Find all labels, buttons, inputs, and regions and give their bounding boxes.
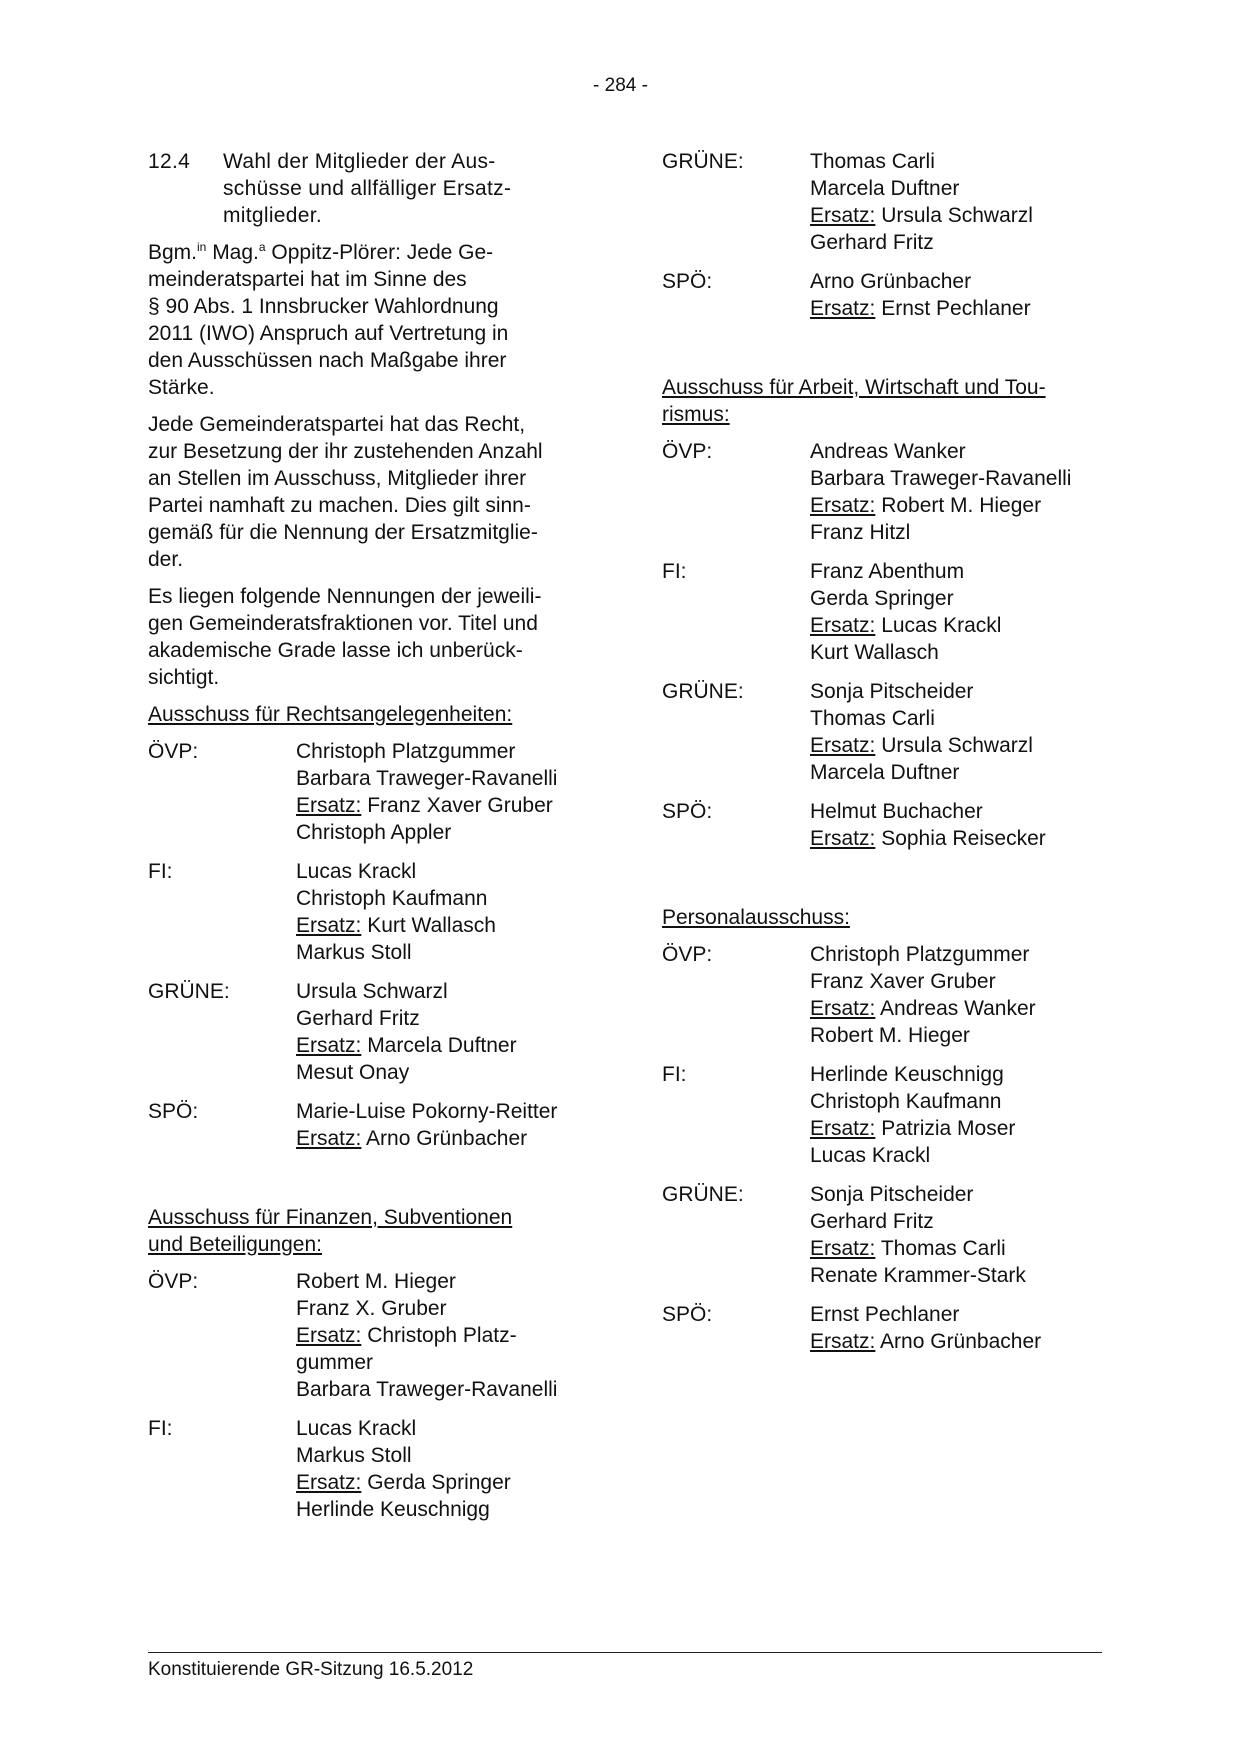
committee-title-line: Ausschuss für Rechtsangelegenheiten: bbox=[148, 703, 513, 726]
party-block bbox=[662, 941, 1112, 1049]
committee-title bbox=[148, 701, 598, 728]
member-list bbox=[810, 1181, 1026, 1289]
party-label: SPÖ: bbox=[662, 1303, 713, 1326]
agenda-item-number: 12.4 bbox=[148, 150, 191, 173]
title-line: Wahl der Mitglieder der Aus- bbox=[223, 150, 496, 173]
member: Marcela Duftner bbox=[810, 177, 960, 200]
member: Gerhard Fritz bbox=[810, 231, 934, 254]
party-label: SPÖ: bbox=[148, 1100, 199, 1123]
ersatz-member: Ursula Schwarzl bbox=[875, 734, 1033, 757]
ersatz-line bbox=[810, 1328, 1041, 1355]
paragraph-line: meinderatspartei hat im Sinne des bbox=[148, 268, 467, 291]
member: Christoph Kaufmann bbox=[810, 1090, 1002, 1113]
spacer bbox=[662, 864, 1112, 904]
ersatz-member: Lucas Krackl bbox=[875, 614, 1002, 637]
member: Gerda Springer bbox=[810, 587, 954, 610]
ersatz-label: Ersatz: bbox=[296, 794, 362, 817]
party-label: GRÜNE: bbox=[662, 150, 744, 173]
ersatz-label: Ersatz: bbox=[296, 1324, 362, 1347]
member-list bbox=[296, 978, 517, 1086]
party-block bbox=[662, 268, 1112, 322]
member-list bbox=[296, 1415, 511, 1523]
member-list bbox=[810, 798, 1046, 852]
member: Sonja Pitscheider bbox=[810, 1183, 974, 1206]
ersatz-line bbox=[296, 1125, 557, 1152]
ersatz-member: Christoph Platz- bbox=[361, 1324, 517, 1347]
party-label: FI: bbox=[148, 860, 173, 883]
committee-title-line: Ausschuss für Arbeit, Wirtschaft und Tou- bbox=[662, 376, 1046, 399]
party-label: SPÖ: bbox=[662, 270, 713, 293]
member: Andreas Wanker bbox=[810, 440, 966, 463]
title-line: schüsse und allfälliger Ersatz- bbox=[223, 177, 512, 200]
member-list bbox=[810, 941, 1036, 1049]
right-column bbox=[662, 148, 1112, 1367]
party-block bbox=[662, 1301, 1112, 1355]
member-list bbox=[810, 558, 1001, 666]
ersatz-line bbox=[296, 912, 496, 939]
left-column bbox=[148, 148, 598, 1535]
member: Thomas Carli bbox=[810, 707, 935, 730]
ersatz-line bbox=[810, 612, 1001, 639]
party-label: ÖVP: bbox=[662, 943, 713, 966]
paragraph-line: 2011 (IWO) Anspruch auf Vertretung in bbox=[148, 322, 509, 345]
speaker-prefix: Bgm. bbox=[148, 241, 198, 264]
party-label: FI: bbox=[662, 1063, 687, 1086]
ersatz-label: Ersatz: bbox=[810, 997, 876, 1020]
member: Robert M. Hieger bbox=[296, 1270, 456, 1293]
party-block bbox=[662, 1061, 1112, 1169]
member: Franz Xaver Gruber bbox=[810, 970, 996, 993]
committee-title bbox=[148, 1204, 598, 1258]
member-list bbox=[810, 268, 1031, 322]
member: Mesut Onay bbox=[296, 1061, 410, 1084]
member-list bbox=[296, 738, 557, 846]
member: Gerhard Fritz bbox=[810, 1210, 934, 1233]
member-list bbox=[296, 858, 496, 966]
member: Helmut Buchacher bbox=[810, 800, 983, 823]
speaker-prefix-sup: in bbox=[197, 240, 207, 254]
paragraph-line: zur Besetzung der ihr zustehenden Anzahl bbox=[148, 440, 543, 463]
ersatz-label: Ersatz: bbox=[296, 1471, 362, 1494]
member: Robert M. Hieger bbox=[810, 1024, 970, 1047]
ersatz-line bbox=[810, 825, 1046, 852]
member: gummer bbox=[296, 1351, 374, 1374]
ersatz-line bbox=[810, 1235, 1026, 1262]
ersatz-member: Patrizia Moser bbox=[875, 1117, 1016, 1140]
party-label: ÖVP: bbox=[148, 1270, 199, 1293]
agenda-item-heading bbox=[148, 148, 598, 229]
member-list bbox=[296, 1098, 557, 1152]
member: Barbara Traweger-Ravanelli bbox=[810, 467, 1072, 490]
paragraph-line: akademische Grade lasse ich unberück- bbox=[148, 639, 523, 662]
member: Thomas Carli bbox=[810, 150, 935, 173]
party-block bbox=[148, 1415, 598, 1523]
ersatz-line bbox=[810, 1115, 1015, 1142]
party-label: FI: bbox=[662, 560, 687, 583]
party-block bbox=[148, 738, 598, 846]
party-label: SPÖ: bbox=[662, 800, 713, 823]
paragraph-line: an Stellen im Ausschuss, Mitglieder ihrer bbox=[148, 467, 527, 490]
member: Gerhard Fritz bbox=[296, 1007, 420, 1030]
party-label: GRÜNE: bbox=[662, 1183, 744, 1206]
ersatz-label: Ersatz: bbox=[296, 1034, 362, 1057]
party-block bbox=[148, 858, 598, 966]
ersatz-member: Gerda Springer bbox=[361, 1471, 511, 1494]
member: Sonja Pitscheider bbox=[810, 680, 974, 703]
ersatz-member: Kurt Wallasch bbox=[361, 914, 496, 937]
party-block bbox=[662, 798, 1112, 852]
ersatz-member: Robert M. Hieger bbox=[875, 494, 1042, 517]
spacer bbox=[662, 334, 1112, 374]
ersatz-label: Ersatz: bbox=[810, 1237, 876, 1260]
member: Lucas Krackl bbox=[296, 1417, 417, 1440]
ersatz-label: Ersatz: bbox=[810, 494, 876, 517]
speaker-paragraph bbox=[148, 239, 598, 401]
paragraph-line: Stärke. bbox=[148, 376, 215, 399]
party-block bbox=[662, 558, 1112, 666]
party-block bbox=[148, 1098, 598, 1152]
title-line: mitglieder. bbox=[223, 204, 323, 227]
member: Marie-Luise Pokorny-Reitter bbox=[296, 1100, 558, 1123]
ersatz-member: Marcela Duftner bbox=[361, 1034, 517, 1057]
member-list bbox=[810, 1061, 1015, 1169]
party-label: ÖVP: bbox=[662, 440, 713, 463]
ersatz-label: Ersatz: bbox=[810, 204, 876, 227]
ersatz-member: Sophia Reisecker bbox=[875, 827, 1046, 850]
ersatz-line bbox=[296, 1032, 517, 1059]
ersatz-label: Ersatz: bbox=[810, 734, 876, 757]
paragraph-line: gen Gemeinderatsfraktionen vor. Titel und bbox=[148, 612, 538, 635]
paragraph-line: den Ausschüssen nach Maßgabe ihrer bbox=[148, 349, 507, 372]
member: Franz Hitzl bbox=[810, 521, 911, 544]
member: Ernst Pechlaner bbox=[810, 1303, 960, 1326]
member: Kurt Wallasch bbox=[810, 641, 939, 664]
ersatz-label: Ersatz: bbox=[296, 914, 362, 937]
party-block bbox=[662, 1181, 1112, 1289]
member-list bbox=[810, 148, 1033, 256]
party-block bbox=[662, 148, 1112, 256]
paragraph bbox=[148, 411, 598, 573]
paragraph-line: sichtigt. bbox=[148, 666, 220, 689]
member: Lucas Krackl bbox=[810, 1144, 931, 1167]
member: Franz Abenthum bbox=[810, 560, 965, 583]
ersatz-line bbox=[810, 732, 1033, 759]
speaker-title: Mag. bbox=[206, 241, 259, 264]
ersatz-line bbox=[810, 295, 1031, 322]
ersatz-line bbox=[810, 995, 1036, 1022]
ersatz-label: Ersatz: bbox=[810, 1330, 876, 1353]
member: Herlinde Keuschnigg bbox=[810, 1063, 1004, 1086]
party-block bbox=[662, 678, 1112, 786]
ersatz-label: Ersatz: bbox=[810, 1117, 876, 1140]
speaker-line bbox=[148, 239, 598, 266]
party-label: ÖVP: bbox=[148, 740, 199, 763]
committee-title bbox=[662, 904, 1112, 931]
ersatz-member: Thomas Carli bbox=[875, 1237, 1006, 1260]
member-list bbox=[810, 438, 1071, 546]
member: Christoph Appler bbox=[296, 821, 452, 844]
member: Arno Grünbacher bbox=[810, 270, 972, 293]
committee-title-line: und Beteiligungen: bbox=[148, 1233, 322, 1256]
agenda-item-title bbox=[223, 148, 563, 229]
footer-divider bbox=[148, 1652, 1102, 1653]
ersatz-label: Ersatz: bbox=[296, 1127, 362, 1150]
party-block bbox=[148, 978, 598, 1086]
member: Franz X. Gruber bbox=[296, 1297, 447, 1320]
member: Christoph Kaufmann bbox=[296, 887, 488, 910]
paragraph-line: § 90 Abs. 1 Innsbrucker Wahlordnung bbox=[148, 295, 499, 318]
ersatz-member: Arno Grünbacher bbox=[875, 1330, 1042, 1353]
member: Christoph Platzgummer bbox=[810, 943, 1030, 966]
ersatz-label: Ersatz: bbox=[810, 297, 876, 320]
ersatz-member: Andreas Wanker bbox=[875, 997, 1036, 1020]
ersatz-line bbox=[810, 202, 1033, 229]
footer-text: Konstituierende GR-Sitzung 16.5.2012 bbox=[148, 1659, 474, 1680]
member: Herlinde Keuschnigg bbox=[296, 1498, 490, 1521]
paragraph-line: Jede Gemeinderatspartei hat das Recht, bbox=[148, 413, 526, 436]
committee-title-line: rismus: bbox=[662, 403, 730, 426]
member: Markus Stoll bbox=[296, 1444, 412, 1467]
paragraph-line: Es liegen folgende Nennungen der jeweili- bbox=[148, 585, 542, 608]
ersatz-label: Ersatz: bbox=[810, 827, 876, 850]
ersatz-line bbox=[296, 1322, 557, 1349]
spacer bbox=[148, 1164, 598, 1204]
member-list bbox=[810, 678, 1033, 786]
ersatz-member: Ursula Schwarzl bbox=[875, 204, 1033, 227]
member-list bbox=[296, 1268, 557, 1403]
ersatz-label: Ersatz: bbox=[810, 614, 876, 637]
party-label: GRÜNE: bbox=[662, 680, 744, 703]
paragraph-line: gemäß für die Nennung der Ersatzmitglie- bbox=[148, 521, 538, 544]
member: Markus Stoll bbox=[296, 941, 412, 964]
party-block bbox=[148, 1268, 598, 1403]
ersatz-line bbox=[296, 792, 557, 819]
member: Barbara Traweger-Ravanelli bbox=[296, 1378, 558, 1401]
party-block bbox=[662, 438, 1112, 546]
member-list bbox=[810, 1301, 1041, 1355]
ersatz-member: Ernst Pechlaner bbox=[875, 297, 1031, 320]
committee-title-line: Ausschuss für Finanzen, Subventionen bbox=[148, 1206, 513, 1229]
ersatz-line bbox=[296, 1469, 511, 1496]
speaker-title-sup: a bbox=[258, 240, 266, 254]
committee-title-line: Personalausschuss: bbox=[662, 906, 850, 929]
speaker-rest: Oppitz-Plörer: Jede Ge- bbox=[265, 241, 494, 264]
ersatz-member: Arno Grünbacher bbox=[361, 1127, 528, 1150]
member: Renate Krammer-Stark bbox=[810, 1264, 1026, 1287]
member: Lucas Krackl bbox=[296, 860, 417, 883]
paragraph-line: der. bbox=[148, 548, 184, 571]
member: Christoph Platzgummer bbox=[296, 740, 516, 763]
member: Ursula Schwarzl bbox=[296, 980, 448, 1003]
member: Barbara Traweger-Ravanelli bbox=[296, 767, 558, 790]
party-label: FI: bbox=[148, 1417, 173, 1440]
member: Marcela Duftner bbox=[810, 761, 960, 784]
ersatz-member: Franz Xaver Gruber bbox=[361, 794, 553, 817]
page-number: - 284 - bbox=[593, 75, 648, 96]
committee-title bbox=[662, 374, 1112, 428]
party-label: GRÜNE: bbox=[148, 980, 230, 1003]
ersatz-line bbox=[810, 492, 1071, 519]
paragraph bbox=[148, 583, 598, 691]
paragraph-line: Partei namhaft zu machen. Dies gilt sinn- bbox=[148, 494, 531, 517]
